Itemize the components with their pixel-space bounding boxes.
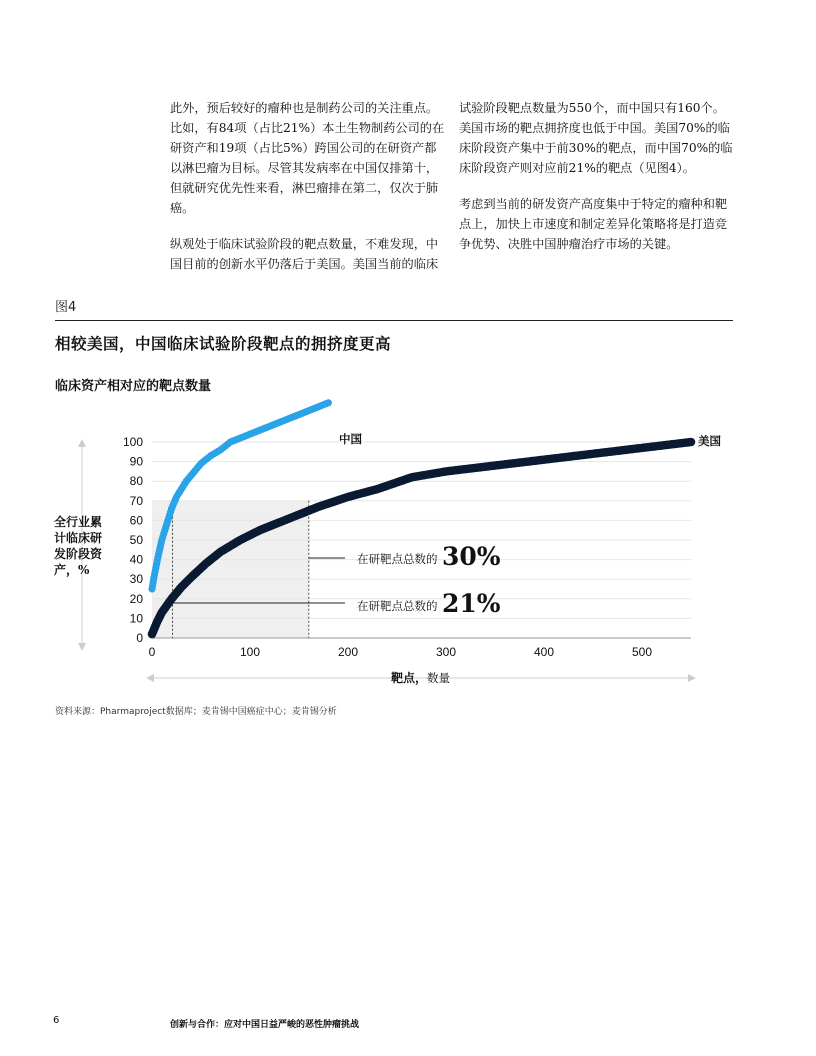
y-tick-label: 70 <box>129 493 143 508</box>
annotation-30-label: 在研靶点总数的 <box>357 552 438 566</box>
y-axis-arrow-head-bottom <box>78 643 86 651</box>
x-tick-label: 500 <box>631 645 653 659</box>
body-column-left <box>170 98 446 290</box>
x-axis-arrow-head-left <box>146 674 154 682</box>
figure-title: 相较美国，中国临床试验阶段靶点的拥挤度更高 <box>55 334 392 353</box>
x-axis-label <box>391 670 450 685</box>
annotation-21-value: 21% <box>442 589 501 618</box>
figure-label: 图4 <box>55 300 77 315</box>
body-paragraph: 此外，预后较好的瘤种也是制药公司的关注重点。比如，有84项（占比21%）本土生物制药公司的在研资产和19项（占比5%）跨国公司的在研资产都以淋巴瘤为目标。尽管其发病率在中国仅排第十，但就研究优先性来看，淋巴瘤排在第二，仅次于肺癌。 <box>170 101 445 215</box>
y-axis-label-line: 计临床研 <box>54 531 103 545</box>
source-note: 资料来源：Pharmaproject数据库；麦肯锡中国癌症中心；麦肯锡分析 <box>55 707 337 717</box>
figure-divider <box>55 320 733 321</box>
y-tick-label: 90 <box>129 454 143 469</box>
body-paragraph: 考虑到当前的研发资产高度集中于特定的瘤种和靶点上，加快上市速度和制定差异化策略将是打造竞争优势、决胜中国肿瘤治疗市场的关键。 <box>459 197 728 251</box>
x-tick-label: 300 <box>435 645 457 659</box>
y-axis-label-line: 产，% <box>54 563 90 577</box>
x-tick-label: 0 <box>148 645 156 659</box>
y-axis-label-line: 发阶段资 <box>54 547 103 561</box>
y-tick-label: 30 <box>129 572 143 587</box>
body-paragraph: 纵观处于临床试验阶段的靶点数量，不难发现，中国目前的创新水平仍落后于美国。美国当前的临床 <box>170 237 439 271</box>
y-tick-label: 50 <box>129 533 143 547</box>
y-axis-arrow-head-top <box>78 439 86 447</box>
annotation-30-value: 30% <box>442 542 501 571</box>
x-axis-arrow-head-right <box>688 674 696 682</box>
annotation-21-label: 在研靶点总数的 <box>357 599 438 613</box>
legend-label-china: 中国 <box>339 432 362 446</box>
body-paragraph: 试验阶段靶点数量为550个，而中国只有160个。美国市场的靶点拥挤度也低于中国。美国70%的临床阶段资产集中于前30%的靶点，而中国70%的临床阶段资产则对应前21%的靶点（见图4）。 <box>459 101 733 175</box>
data-point-china <box>325 399 332 406</box>
legend-label-usa: 美国 <box>698 434 721 448</box>
y-tick-label: 60 <box>129 513 143 528</box>
chart-subtitle: 临床资产相对应的靶点数量 <box>55 379 212 394</box>
y-tick-label: 10 <box>129 611 143 626</box>
x-axis-label-unit: 数量 <box>427 671 451 685</box>
y-axis-label-line: 全行业累 <box>54 515 103 529</box>
x-tick-label: 100 <box>239 645 261 659</box>
data-point-usa <box>687 438 696 447</box>
y-tick-label: 20 <box>129 591 143 606</box>
y-tick-label: 80 <box>129 474 143 489</box>
x-tick-label: 400 <box>533 645 555 659</box>
x-tick-label: 200 <box>337 645 359 659</box>
x-axis-label-bold: 靶点， <box>391 671 428 685</box>
y-tick-label: 0 <box>136 631 143 645</box>
footer-title: 创新与合作：应对中国日益严峻的恶性肿瘤挑战 <box>170 1020 360 1030</box>
body-column-right <box>459 98 735 270</box>
chart <box>0 395 816 695</box>
y-tick-labels <box>123 435 143 645</box>
page-number: 6 <box>53 1015 60 1026</box>
y-tick-label: 40 <box>129 552 143 567</box>
x-tick-labels <box>149 645 653 659</box>
y-tick-label: 100 <box>122 435 143 449</box>
